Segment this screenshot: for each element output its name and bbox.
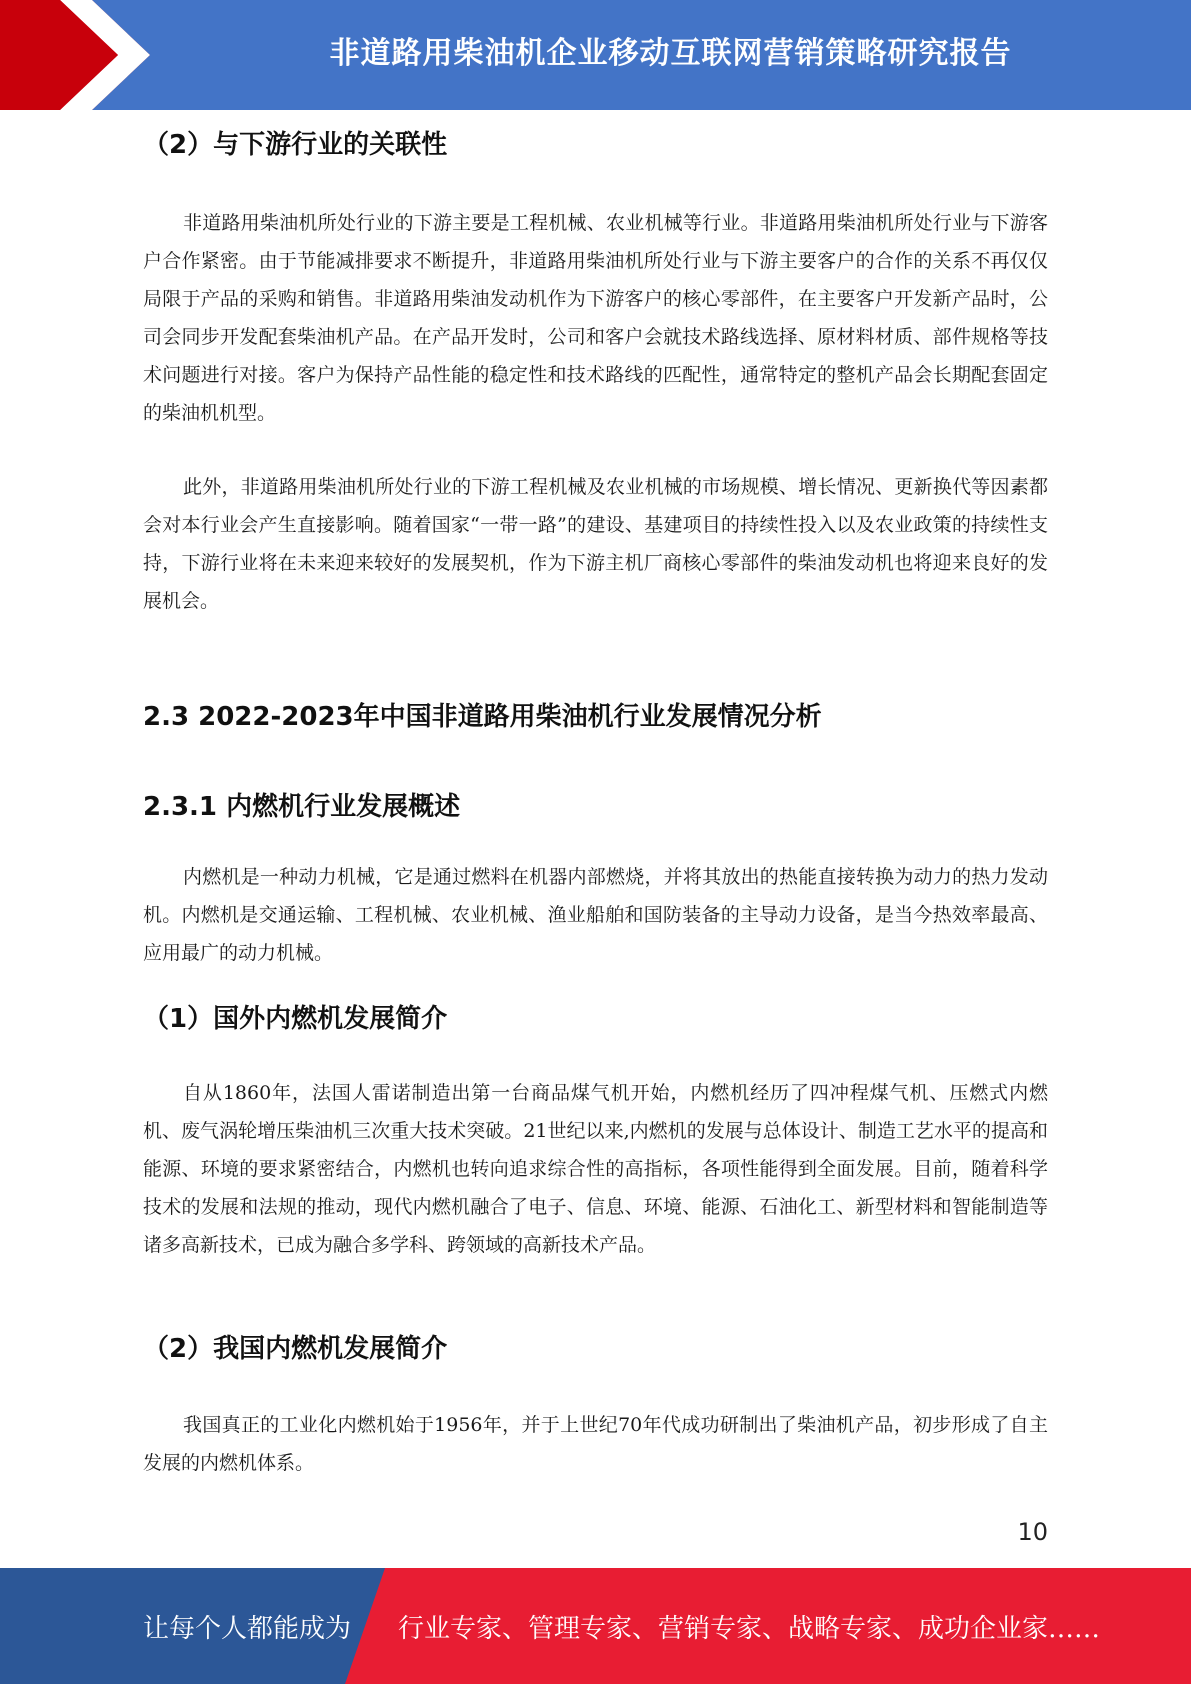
page-footer [0,1568,1191,1684]
domestic-ice-paragraph: 我国真正的工业化内燃机始于1956年，并于上世纪70年代成功研制出了柴油机产品，初步形成了自主发展的内燃机体系。 [143,1414,1048,1474]
page-header [0,0,1191,110]
section-2-3-1-heading: 2.3.1 内燃机行业发展概述 [143,792,461,822]
downstream-paragraph-1: 非道路用柴油机所处行业的下游主要是工程机械、农业机械等行业。非道路用柴油机所处行业与下游客户合作紧密。由于节能减排要求不断提升，非道路用柴油机所处行业与下游主要客户的合作的关系不再仅仅局限于产品的采购和销售。非道路用柴油发动机作为下游客户的核心零部件，在主要客户开发新产品时，公司会同步开发配套柴油机产品。在产品开发时，公司和客户会就技术路线选择、原材料材质、部件规格等技术问题进行对接。客户为保持产品性能的稳定性和技术路线的匹配性，通常特定的整机产品会长期配套固定的柴油机机型。 [143,212,1048,424]
page-number: 10 [1017,1518,1048,1546]
foreign-ice-paragraph: 自从1860年，法国人雷诺制造出第一台商品煤气机开始，内燃机经历了四冲程煤气机、压燃式内燃机、废气涡轮增压柴油机三次重大技术突破。21世纪以来,内燃机的发展与总体设计、制造工艺水平的提高和能源、环境的要求紧密结合，内燃机也转向追求综合性的高指标，各项性能得到全面发展。目前，随着科学技术的发展和法规的推动，现代内燃机融合了电子、信息、环境、能源、石油化工、新型材料和智能制造等诸多高新技术，已成为融合多学科、跨领域的高新技术产品。 [143,1082,1048,1256]
footer-slogan-right: 行业专家、管理专家、营销专家、战略专家、成功企业家…… [398,1613,1101,1644]
ice-overview-paragraph: 内燃机是一种动力机械，它是通过燃料在机器内部燃烧，并将其放出的热能直接转换为动力的热力发动机。内燃机是交通运输、工程机械、农业机械、渔业船舶和国防装备的主导动力设备，是当今热效率最高、应用最广的动力机械。 [143,866,1048,964]
downstream-heading: （2）与下游行业的关联性 [143,130,448,160]
foreign-ice-heading: （1）国外内燃机发展简介 [143,1004,448,1034]
domestic-ice-heading: （2）我国内燃机发展简介 [143,1334,448,1364]
section-2-3-heading: 2.3 2022-2023年中国非道路用柴油机行业发展情况分析 [143,702,822,732]
downstream-paragraph-2: 此外，非道路用柴油机所处行业的下游工程机械及农业机械的市场规模、增长情况、更新换代等因素都会对本行业会产生直接影响。随着国家“一带一路”的建设、基建项目的持续性投入以及农业政策的持续性支持，下游行业将在未来迎来较好的发展契机，作为下游主机厂商核心零部件的柴油发动机也将迎来良好的发展机会。 [143,476,1048,612]
report-title: 非道路用柴油机企业移动互联网营销策略研究报告 [329,36,1012,71]
footer-slogan-left: 让每个人都能成为 [143,1613,352,1644]
